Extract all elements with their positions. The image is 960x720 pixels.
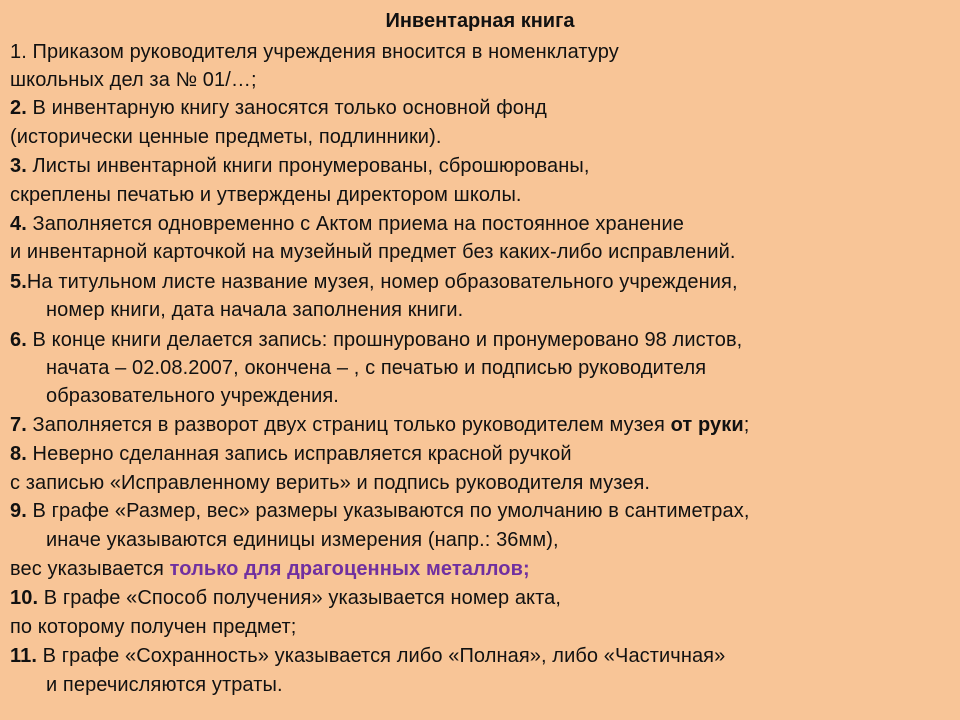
page-title: Инвентарная книга <box>385 10 575 32</box>
item-number: 2. <box>10 97 27 119</box>
list-item-2-cont <box>10 123 442 151</box>
list-item-10-cont <box>10 613 296 641</box>
item-text: иначе указываются единицы измерения (напр.: 36мм), <box>46 529 559 551</box>
item-text: Неверно сделанная запись исправляется красной ручкой <box>26 443 572 465</box>
item-text: образовательного учреждения. <box>46 385 339 407</box>
item-text: Приказом руководителя учреждения вносится в номенклатуру <box>26 41 619 63</box>
item-text: Заполняется одновременно с Актом приема на постоянное хранение <box>26 213 684 235</box>
item-number: 9. <box>10 500 27 522</box>
list-item-9-cont <box>10 555 530 583</box>
list-item-3-cont <box>10 181 522 209</box>
item-number: 10. <box>10 587 39 609</box>
list-item-1-cont <box>10 66 257 94</box>
list-item-6-cont <box>46 382 339 410</box>
list-item-11 <box>10 642 725 670</box>
item-text: скреплены печатью и утверждены директором школы. <box>10 184 522 206</box>
list-item-5 <box>10 268 738 296</box>
item-text: номер книги, дата начала заполнения книги. <box>46 299 464 321</box>
item-number: 3. <box>10 155 27 177</box>
item-text: с записью «Исправленному верить» и подпись руководителя музея. <box>10 472 651 494</box>
item-text: (исторически ценные предметы, подлинники). <box>10 126 442 148</box>
item-text: Листы инвентарной книги пронумерованы, сброшюрованы, <box>26 155 590 177</box>
list-item-6 <box>10 326 742 354</box>
item-text: В графе «Сохранность» указывается либо «Полная», либо «Частичная» <box>37 645 726 667</box>
list-item-9 <box>10 497 749 525</box>
item-number: 11. <box>10 645 37 667</box>
list-item-7 <box>10 411 749 439</box>
item-number: 6. <box>10 329 27 351</box>
list-item-1 <box>10 38 619 66</box>
item-text: и перечисляются утраты. <box>46 674 283 696</box>
item-number: 7. <box>10 414 27 436</box>
list-item-11-cont <box>46 671 283 699</box>
item-number: 1. <box>10 41 27 63</box>
item-text: и инвентарной карточкой на музейный предмет без каких-либо исправлений. <box>10 241 736 263</box>
item-text: В инвентарную книгу заносятся только основной фонд <box>26 97 547 119</box>
item-text: В конце книги делается запись: прошнуровано и пронумеровано 98 листов, <box>26 329 743 351</box>
list-item-10 <box>10 584 561 612</box>
item-text-end: ; <box>743 414 750 436</box>
list-item-8 <box>10 440 572 468</box>
item-text: В графе «Способ получения» указывается номер акта, <box>38 587 562 609</box>
list-item-4 <box>10 210 684 238</box>
item-text: школьных дел за № 01/…; <box>10 69 257 91</box>
item-text: В графе «Размер, вес» размеры указываются по умолчанию в сантиметрах, <box>26 500 750 522</box>
list-item-8-cont <box>10 469 650 497</box>
item-text: по которому получен предмет; <box>10 616 297 638</box>
highlighted-text: только для драгоценных металлов; <box>169 558 530 580</box>
item-number: 5. <box>10 271 27 293</box>
item-emphasis: от руки <box>670 414 744 436</box>
item-text: Заполняется в разворот двух страниц только руководителем музея <box>26 414 671 436</box>
list-item-5-cont <box>46 296 463 324</box>
item-text: вес указывается <box>10 558 170 580</box>
item-number: 4. <box>10 213 27 235</box>
item-number: 8. <box>10 443 27 465</box>
list-item-3 <box>10 152 590 180</box>
list-item-9-cont <box>46 526 559 554</box>
list-item-6-cont <box>46 354 706 382</box>
list-item-2 <box>10 94 547 122</box>
list-item-4-cont <box>10 238 736 266</box>
item-text: начата – 02.08.2007, окончена – , с печатью и подписью руководителя <box>46 357 707 379</box>
item-text: На титульном листе название музея, номер образовательного учреждения, <box>26 271 738 293</box>
